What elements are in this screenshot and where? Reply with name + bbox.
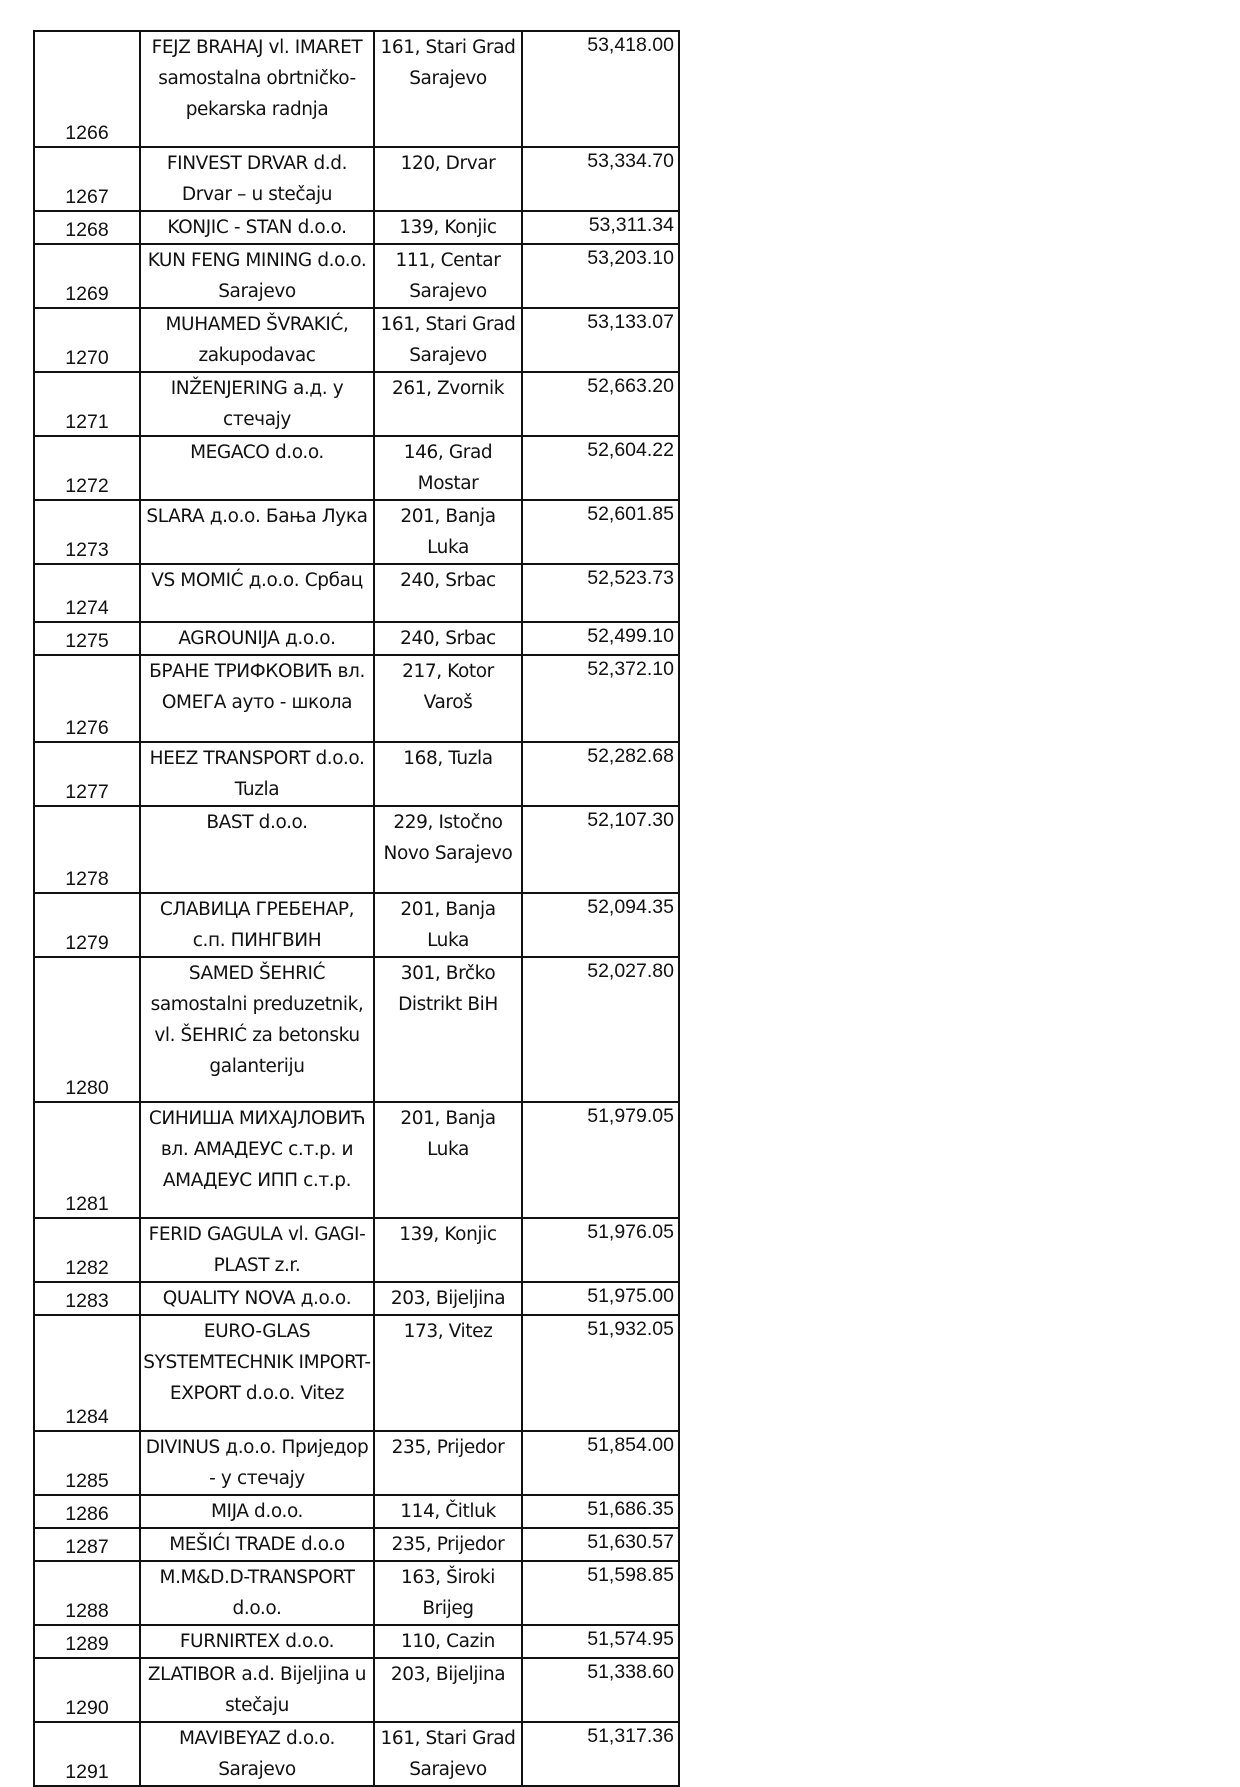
row-location: 161, Stari Grad Sarajevo	[374, 1722, 522, 1786]
row-name: FURNIRTEX d.o.o.	[140, 1625, 374, 1658]
row-location: 120, Drvar	[374, 147, 522, 211]
row-location: 173, Vitez	[374, 1315, 522, 1431]
table-row	[34, 372, 679, 436]
row-id: 1276	[34, 655, 140, 742]
row-id: 1267	[34, 147, 140, 211]
row-name: DIVINUS д.о.о. Приједор - у стечају	[140, 1431, 374, 1495]
row-location: 111, Centar Sarajevo	[374, 244, 522, 308]
table-row	[34, 1431, 679, 1495]
row-id: 1284	[34, 1315, 140, 1431]
row-location: 161, Stari Grad Sarajevo	[374, 31, 522, 147]
table-row	[34, 211, 679, 244]
row-name: AGROUNIJA д.о.о.	[140, 622, 374, 655]
row-location: 201, Banja Luka	[374, 893, 522, 957]
row-amount: 51,979.05	[522, 1102, 679, 1218]
row-name: BAST d.o.o.	[140, 806, 374, 893]
row-id: 1286	[34, 1495, 140, 1528]
table-row	[34, 742, 679, 806]
row-name: СИНИША МИХАЈЛОВИЋ вл. АМАДЕУС с.т.р. и АМАДЕУС ИПП с.т.р.	[140, 1102, 374, 1218]
row-id: 1270	[34, 308, 140, 372]
row-id: 1269	[34, 244, 140, 308]
row-location: 229, Istočno Novo Sarajevo	[374, 806, 522, 893]
row-id: 1272	[34, 436, 140, 500]
row-location: 217, Kotor Varoš	[374, 655, 522, 742]
row-name: M.M&D.D-TRANSPORT d.o.o.	[140, 1561, 374, 1625]
table-row	[34, 1625, 679, 1658]
row-location: 146, Grad Mostar	[374, 436, 522, 500]
row-amount: 53,311.34	[522, 211, 679, 244]
row-amount: 52,094.35	[522, 893, 679, 957]
row-amount: 51,630.57	[522, 1528, 679, 1561]
row-id: 1279	[34, 893, 140, 957]
table-row	[34, 622, 679, 655]
table-row	[34, 1102, 679, 1218]
row-name: QUALITY NOVA д.о.о.	[140, 1282, 374, 1315]
row-name: MEŠIĆI TRADE d.o.o	[140, 1528, 374, 1561]
row-id: 1282	[34, 1218, 140, 1282]
row-location: 168, Tuzla	[374, 742, 522, 806]
row-amount: 51,932.05	[522, 1315, 679, 1431]
row-location: 203, Bijeljina	[374, 1282, 522, 1315]
table-row	[34, 1561, 679, 1625]
row-name: MEGACO d.o.o.	[140, 436, 374, 500]
row-location: 163, Široki Brijeg	[374, 1561, 522, 1625]
row-location: 235, Prijedor	[374, 1528, 522, 1561]
row-amount: 53,133.07	[522, 308, 679, 372]
row-amount: 52,027.80	[522, 957, 679, 1102]
row-id: 1287	[34, 1528, 140, 1561]
row-amount: 51,686.35	[522, 1495, 679, 1528]
row-location: 301, Brčko Distrikt BiH	[374, 957, 522, 1102]
row-amount: 53,418.00	[522, 31, 679, 147]
row-id: 1274	[34, 564, 140, 622]
row-location: 203, Bijeljina	[374, 1658, 522, 1722]
row-id: 1275	[34, 622, 140, 655]
row-name: KUN FENG MINING d.o.o. Sarajevo	[140, 244, 374, 308]
table-row	[34, 31, 679, 147]
row-location: 240, Srbac	[374, 622, 522, 655]
row-amount: 52,663.20	[522, 372, 679, 436]
table-row	[34, 1658, 679, 1722]
row-amount: 52,282.68	[522, 742, 679, 806]
row-id: 1289	[34, 1625, 140, 1658]
table-row	[34, 308, 679, 372]
row-name: MAVIBEYAZ d.o.o. Sarajevo	[140, 1722, 374, 1786]
row-amount: 52,523.73	[522, 564, 679, 622]
row-amount: 53,203.10	[522, 244, 679, 308]
row-id: 1281	[34, 1102, 140, 1218]
row-id: 1285	[34, 1431, 140, 1495]
table-row	[34, 1315, 679, 1431]
table-row	[34, 1722, 679, 1786]
row-location: 161, Stari Grad Sarajevo	[374, 308, 522, 372]
row-name: EURO-GLAS SYSTEMTECHNIK IMPORT-EXPORT d.o.o. Vitez	[140, 1315, 374, 1431]
table-row	[34, 436, 679, 500]
row-amount: 52,372.10	[522, 655, 679, 742]
row-location: 139, Konjic	[374, 1218, 522, 1282]
row-id: 1290	[34, 1658, 140, 1722]
row-name: HEEZ TRANSPORT d.o.o. Tuzla	[140, 742, 374, 806]
table-row	[34, 564, 679, 622]
row-amount: 51,338.60	[522, 1658, 679, 1722]
row-name: MUHAMED ŠVRAKIĆ, zakupodavac	[140, 308, 374, 372]
row-location: 235, Prijedor	[374, 1431, 522, 1495]
row-amount: 52,604.22	[522, 436, 679, 500]
row-location: 261, Zvornik	[374, 372, 522, 436]
table-row	[34, 957, 679, 1102]
table-row	[34, 1528, 679, 1561]
row-location: 139, Konjic	[374, 211, 522, 244]
row-id: 1266	[34, 31, 140, 147]
table-row	[34, 806, 679, 893]
row-name: INŽENJERING a.д. у стечају	[140, 372, 374, 436]
row-amount: 51,854.00	[522, 1431, 679, 1495]
row-id: 1280	[34, 957, 140, 1102]
row-id: 1273	[34, 500, 140, 564]
row-amount: 51,574.95	[522, 1625, 679, 1658]
table-row	[34, 1218, 679, 1282]
row-id: 1277	[34, 742, 140, 806]
row-amount: 51,317.36	[522, 1722, 679, 1786]
row-name: FEJZ BRAHAJ vl. IMARET samostalna obrtničko-pekarska radnja	[140, 31, 374, 147]
table-row	[34, 500, 679, 564]
row-location: 201, Banja Luka	[374, 1102, 522, 1218]
row-amount: 53,334.70	[522, 147, 679, 211]
table-row	[34, 1282, 679, 1315]
row-name: СЛАВИЦА ГРЕБЕНАР, с.п. ПИНГВИН	[140, 893, 374, 957]
row-name: SAMED ŠEHRIĆ samostalni preduzetnik, vl. ŠEHRIĆ za betonsku galanteriju	[140, 957, 374, 1102]
row-id: 1283	[34, 1282, 140, 1315]
row-name: VS MOMIĆ д.о.о. Србац	[140, 564, 374, 622]
row-name: БРАНЕ ТРИФКОВИЋ вл. ОМЕГА ауто - школа	[140, 655, 374, 742]
table-row	[34, 244, 679, 308]
table-row	[34, 655, 679, 742]
row-name: MIJA d.o.o.	[140, 1495, 374, 1528]
data-table	[33, 30, 680, 1787]
table-row	[34, 893, 679, 957]
row-location: 201, Banja Luka	[374, 500, 522, 564]
row-id: 1278	[34, 806, 140, 893]
table-body	[34, 31, 679, 1786]
row-amount: 52,601.85	[522, 500, 679, 564]
row-name: ZLATIBOR a.d. Bijeljina u stečaju	[140, 1658, 374, 1722]
row-amount: 52,107.30	[522, 806, 679, 893]
row-id: 1271	[34, 372, 140, 436]
row-id: 1288	[34, 1561, 140, 1625]
row-location: 240, Srbac	[374, 564, 522, 622]
row-amount: 51,976.05	[522, 1218, 679, 1282]
row-amount: 52,499.10	[522, 622, 679, 655]
row-name: FINVEST DRVAR d.d. Drvar – u stečaju	[140, 147, 374, 211]
row-name: KONJIC - STAN d.o.o.	[140, 211, 374, 244]
table-row	[34, 147, 679, 211]
row-id: 1291	[34, 1722, 140, 1786]
row-name: SLARA д.о.о. Бања Лука	[140, 500, 374, 564]
row-amount: 51,975.00	[522, 1282, 679, 1315]
row-id: 1268	[34, 211, 140, 244]
row-amount: 51,598.85	[522, 1561, 679, 1625]
row-name: FERID GAGULA vl. GAGI-PLAST z.r.	[140, 1218, 374, 1282]
table-row	[34, 1495, 679, 1528]
row-location: 114, Čitluk	[374, 1495, 522, 1528]
row-location: 110, Cazin	[374, 1625, 522, 1658]
